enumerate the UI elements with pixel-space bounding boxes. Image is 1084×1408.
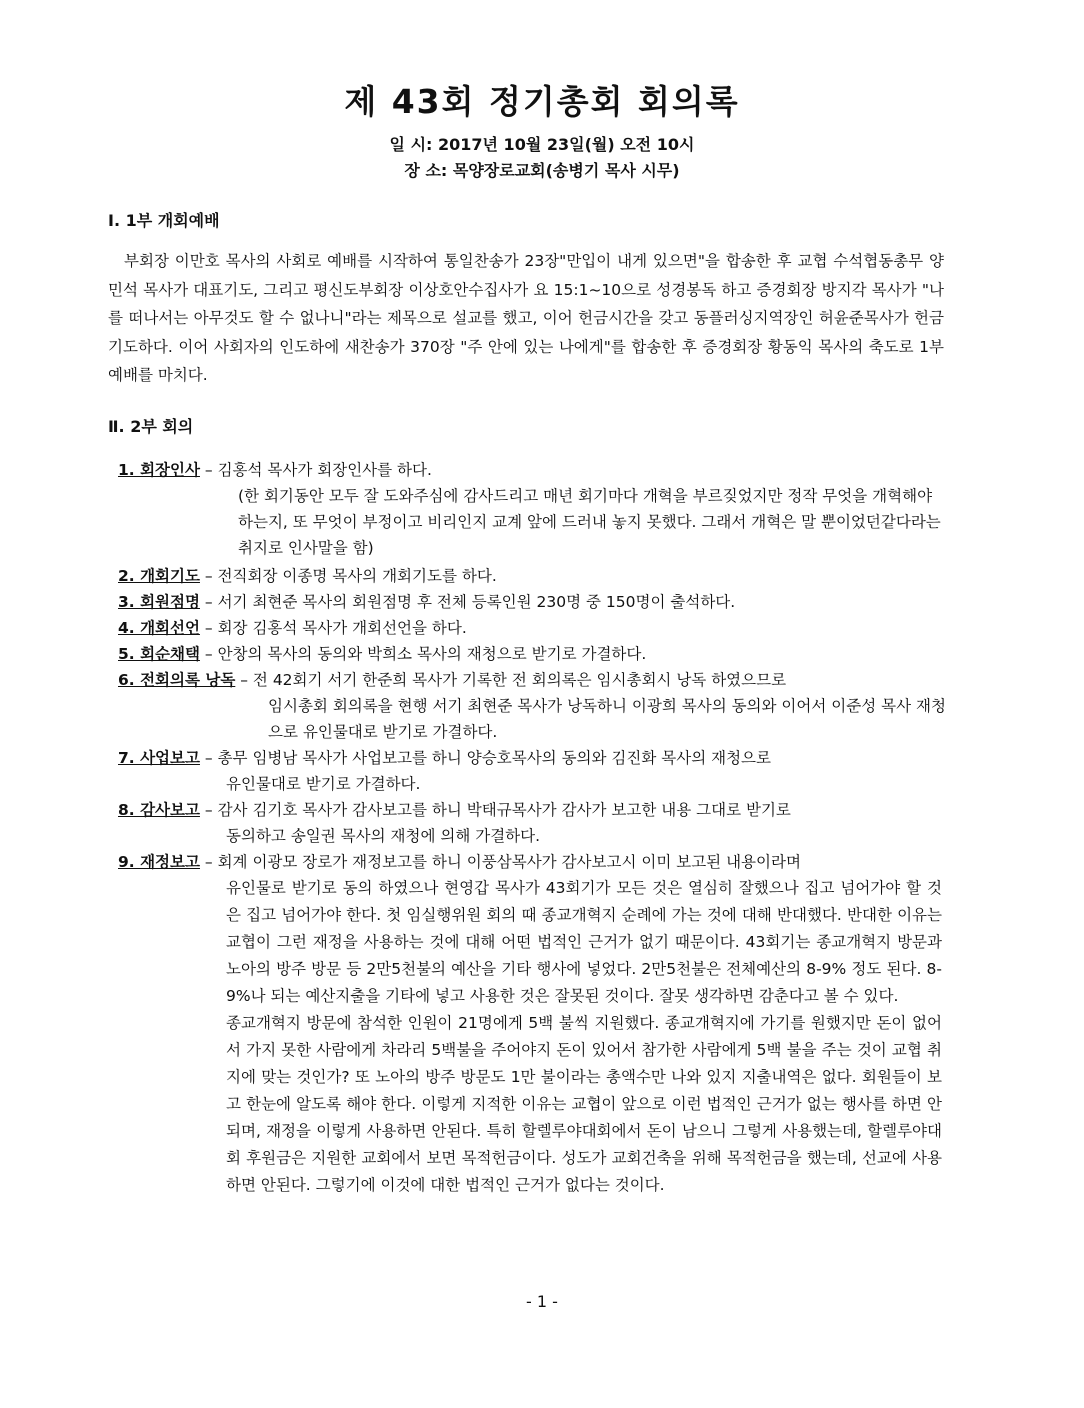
section-2-heading: Ⅱ. 2부 회의 (108, 417, 194, 436)
agenda-item-text: – 김홍석 목사가 회장인사를 하다. (199, 461, 432, 479)
agenda-item-5 (118, 641, 948, 667)
agenda-item-6 (118, 667, 948, 745)
agenda-item-text: – 회장 김홍석 목사가 개회선언을 하다. (199, 619, 467, 637)
agenda-item-continuation: 동의하고 송일권 목사의 재청에 의해 가결하다. (226, 827, 541, 845)
section-1-paragraph: 부회장 이만호 목사의 사회로 예배를 시작하여 통일찬송가 23장"만입이 내게 있으면"을 합송한 후 교협 수석협동총무 양민석 목사가 대표기도, 그리고 평신도부회장 이상호안수집사가 요 15:1~10으로 성경봉독 하고 증경회장 방지각 목사가 "나를 떠나서는 아무것도 할 수 없나니"라는 제목으로 설교를 했고, 이어 헌금시간을 갖고 동플러싱지역장인 허윤준목사가 헌금기도하다. 이어 사회자의 인도하에 새찬송가 370장 "주 안에 있는 나에게"를 합송한 후 증경회장 황동익 목사의 축도로 1부 예배를 마치다. (108, 252, 944, 385)
agenda-item-text: – 전 42회기 서기 한준희 목사가 기록한 전 회의록은 임시총회시 낭독 하였으므로 (235, 671, 787, 689)
agenda-item-continuation: 임시총회 회의록을 현행 서기 최현준 목사가 낭독하니 이광희 목사의 동의와 이어서 이준성 목사 재청으로 유인물대로 받기로 가결하다. (268, 697, 946, 741)
agenda-item-label: 4. 개회선언 (118, 619, 200, 637)
agenda-item-label: 9. 재정보고 (118, 853, 200, 871)
agenda-item-label: 3. 회원점명 (118, 593, 200, 611)
agenda-item-label: 1. 회장인사 (118, 461, 200, 479)
section-1-heading: Ⅰ. 1부 개회예배 (108, 211, 220, 230)
agenda-item-3 (118, 589, 948, 615)
finance-report-detail (226, 875, 942, 1199)
agenda-item-text: – 서기 최현준 목사의 회원점명 후 전체 등록인원 230명 중 150명이 출석하다. (199, 593, 736, 611)
agenda-item-9 (118, 849, 948, 875)
agenda-item-label: 6. 전회의록 낭독 (118, 671, 236, 689)
agenda-item-text: – 감사 김기호 목사가 감사보고를 하니 박태규목사가 감사가 보고한 내용 그대로 받기로 (199, 801, 791, 819)
page-title: 제 43회 정기총회 회의록 (344, 82, 740, 121)
agenda-item-text: – 전직회장 이종명 목사의 개회기도를 하다. (199, 567, 497, 585)
agenda-item-text: – 총무 임병남 목사가 사업보고를 하니 양승호목사의 동의와 김진화 목사의 재청으로 (199, 749, 772, 767)
agenda-item-label: 7. 사업보고 (118, 749, 200, 767)
agenda-item-7 (118, 745, 948, 797)
agenda-item-continuation: 유인물대로 받기로 가결하다. (226, 775, 421, 793)
agenda-item-continuation: (한 회기동안 모두 잘 도와주심에 감사드리고 매년 회기마다 개혁을 부르짖었지만 정작 무엇을 개혁해야 하는지, 또 무엇이 부정이고 비리인지 교계 앞에 드러내 놓지 못했다. 그래서 개혁은 말 뿐이었던같다라는 취지로 인사말을 함) (238, 487, 941, 557)
agenda-item-2 (118, 563, 948, 589)
finance-report-paragraph: 유인물로 받기로 동의 하였으나 현영갑 목사가 43회기가 모든 것은 열심히 잘했으나 집고 넘어가야 할 것은 집고 넘어가야 한다. 첫 임실행위원 회의 때 종교개혁지 순례에 가는 것에 대해 반대했다. 반대한 이유는 교협이 그런 재정을 사용하는 것에 대해 어떤 법적인 근거가 없기 때문이다. 43회기는 종교개혁지 방문과 노아의 방주 방문 등 2만5천불의 예산을 기타 행사에 넣었다. 2만5천불은 전체예산의 8-9% 정도 된다. 8-9%나 되는 예산지출을 기타에 넣고 사용한 것은 잘못된 것이다. 잘못 생각하면 감춘다고 볼 수 있다. (226, 879, 942, 1005)
agenda-item-1 (118, 457, 948, 561)
agenda-item-text: – 안창의 목사의 동의와 박희소 목사의 재청으로 받기로 가결하다. (199, 645, 647, 663)
agenda-item-label: 2. 개회기도 (118, 567, 200, 585)
agenda-item-4 (118, 615, 948, 641)
finance-report-paragraph: 종교개혁지 방문에 참석한 인원이 21명에게 5백 불씩 지원했다. 종교개혁지에 가기를 원했지만 돈이 없어서 가지 못한 사람에게 차라리 5백불을 주어야지 돈이 있어서 참가한 사람에게 5백 불을 주는 것이 교협 취지에 맞는 것인가? 또 노아의 방주 방문도 1만 불이라는 총액수만 나와 있지 지출내역은 없다. 회원들이 보고 한눈에 알도록 해야 한다. 이렇게 지적한 이유는 교협이 앞으로 이런 법적인 근거가 없는 행사를 하면 안되며, 재정을 이렇게 사용하면 안된다. 특히 할렐루야대회에서 돈이 남으니 그렇게 사용했는데, 할렐루야대회 후원금은 지원한 교회에서 보면 목적헌금이다. 성도가 교회건축을 위해 목적헌금을 했는데, 선교에 사용하면 안된다. 그렇기에 이것에 대한 법적인 근거가 없다는 것이다. (226, 1014, 942, 1194)
agenda-item-label: 5. 회순채택 (118, 645, 200, 663)
meeting-date: 일 시: 2017년 10월 23일(월) 오전 10시 (389, 135, 695, 154)
agenda-item-8 (118, 797, 948, 849)
agenda-item-text: – 회계 이광모 장로가 재정보고를 하니 이풍삼목사가 감사보고시 이미 보고된 내용이라며 (199, 853, 801, 871)
agenda-item-label: 8. 감사보고 (118, 801, 200, 819)
meeting-place: 장 소: 목양장로교회(송병기 목사 시무) (404, 161, 680, 180)
page-number: - 1 - (526, 1292, 558, 1311)
